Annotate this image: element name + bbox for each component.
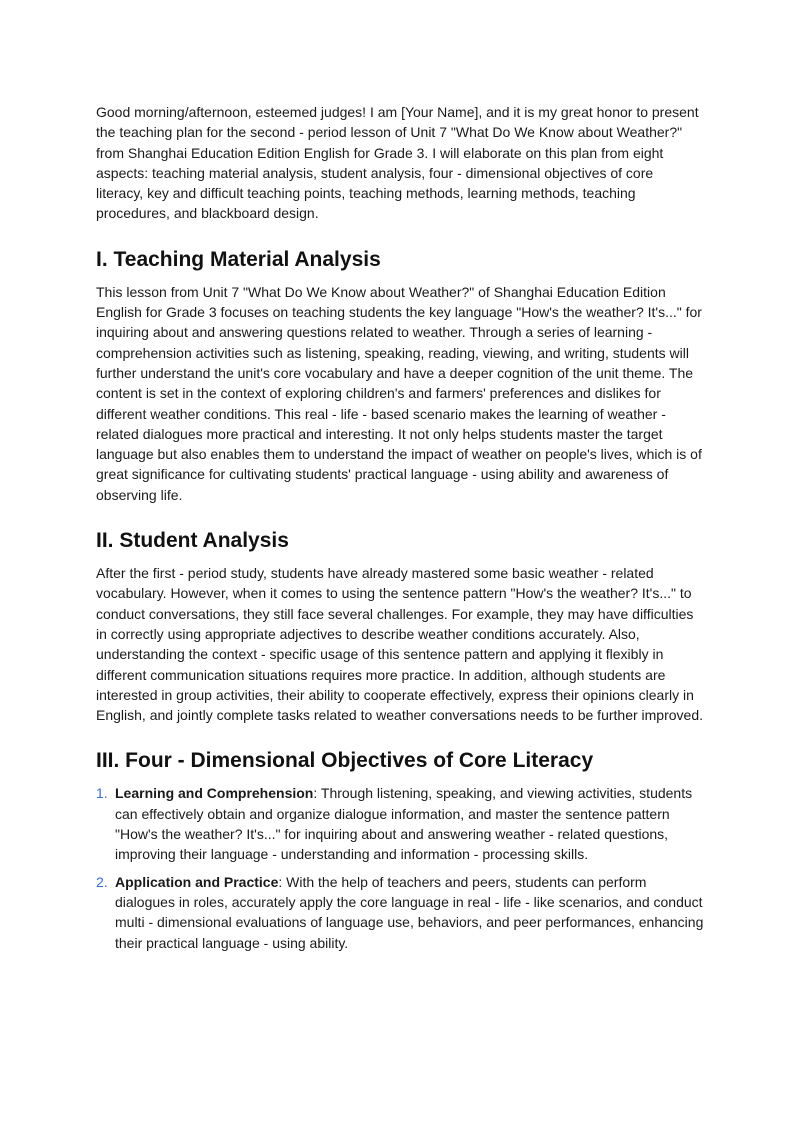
list-number: 2. <box>96 873 108 890</box>
section-heading-student-analysis: II. Student Analysis <box>96 529 289 553</box>
list-number: 1. <box>96 785 108 802</box>
list-item-term: Learning and Comprehension <box>115 785 314 802</box>
list-item-text: : With the help of teachers and peers, students can perform dialogues in roles, accurately apply the core language in real - life - like scenarios, and conduct multi - dimensional evaluations of language use, behaviors, and peer performances, enhancing their practical language - using ability. <box>115 873 704 951</box>
objectives-list <box>96 783 704 952</box>
section-heading-objectives: III. Four - Dimensional Objectives of Core Literacy <box>96 749 594 773</box>
section-body-teaching-material: This lesson from Unit 7 "What Do We Know about Weather?" of Shanghai Education Edition English for Grade 3 focuses on teaching students the key language "How's the weather? It's..." for inquiring about and answering questions related to weather. Through a series of learning - comprehension activities such as listening, speaking, reading, viewing, and writing, students will further understand the unit's core vocabulary and have a deeper cognition of the unit theme. The content is set in the context of exploring children's and farmers' preferences and dislikes for different weather conditions. This real - life - based scenario makes the learning of weather - related dialogues more practical and interesting. It not only helps students master the target language but also enables them to understand the impact of weather on people's lives, which is of great significance for cultivating students' practical language - using ability and awareness of observing life. <box>96 283 702 503</box>
intro-paragraph: Good morning/afternoon, esteemed judges! I am [Your Name], and it is my great honor to present the teaching plan for the second - period lesson of Unit 7 "What Do We Know about Weather?" from Shanghai Education Edition English for Grade 3. I will elaborate on this plan from eight aspects: teaching material analysis, student analysis, four - dimensional objectives of core literacy, key and difficult teaching points, teaching methods, learning methods, teaching procedures, and blackboard design. <box>96 104 699 222</box>
list-item-text: : Through listening, speaking, and viewing activities, students can effectively obtain and organize dialogue information, and master the sentence pattern "How's the weather? It's..." for inquiring about and answering weather - related questions, improving their language - understanding and information - processing skills. <box>115 785 693 863</box>
list-item <box>96 872 704 953</box>
section-heading-teaching-material: I. Teaching Material Analysis <box>96 247 381 271</box>
section-body-student-analysis: After the first - period study, students have already mastered some basic weather - related vocabulary. However, when it comes to using the sentence pattern "How's the weather? It's..." to conduct conversations, they still face several challenges. For example, they may have difficulties in correctly using appropriate adjectives to describe weather conditions accurately. Also, understanding the context - specific usage of this sentence pattern and applying it flexibly in different communication situations requires more practice. In addition, although students are interested in group activities, their ability to cooperate effectively, express their opinions clearly in English, and jointly complete tasks related to weather conversations needs to be further improved. <box>96 565 703 724</box>
list-item <box>96 783 704 864</box>
document-page <box>96 102 704 960</box>
list-item-term: Application and Practice <box>115 873 279 890</box>
